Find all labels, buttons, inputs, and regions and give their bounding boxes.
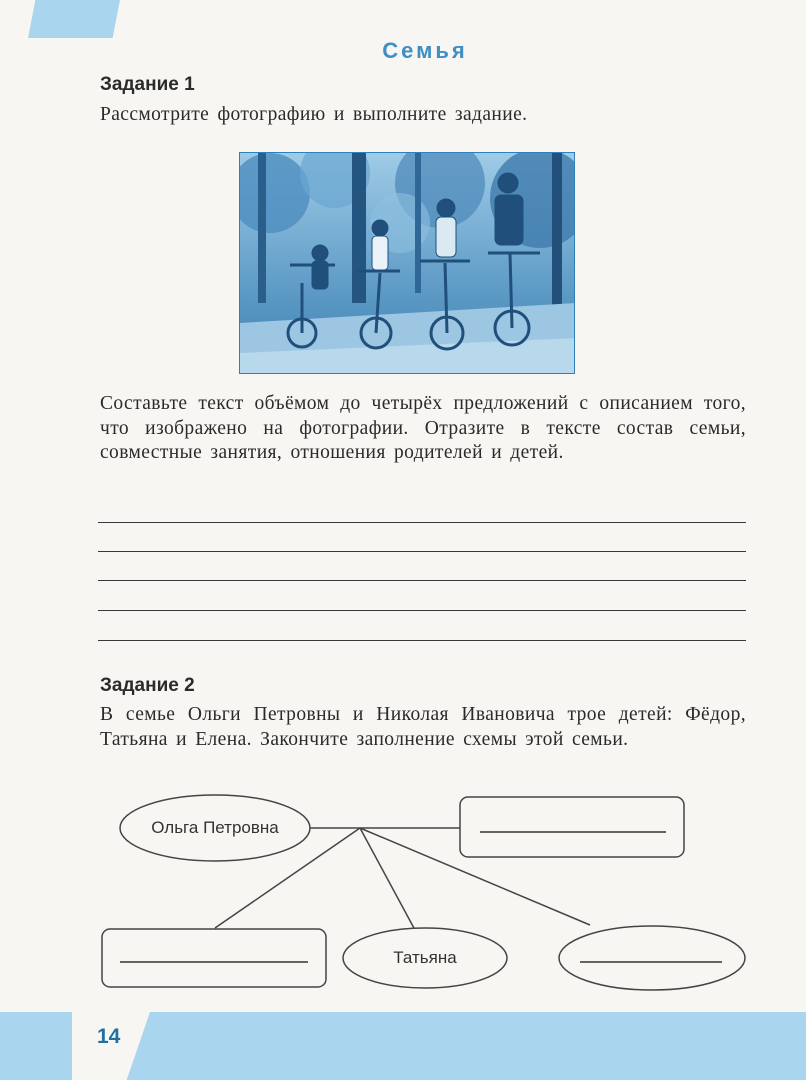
task1-instruction: Рассмотрите фотографию и выполните задание. [100,104,528,125]
page-number: 14 [97,1025,121,1048]
task2-heading: Задание 2 [100,675,195,696]
page-title: Семья [382,38,468,63]
task2-text: В семье Ольги Петровны и Николая Ивановича трое детей: Фёдор, Татьяна и Елена. Закончите заполнение схемы этой семьи. [100,704,746,750]
connector-child-middle [360,828,415,930]
task1-heading: Задание 1 [100,74,195,95]
child-right-node [559,926,745,990]
task1-text: Составьте текст объёмом до четырёх предложений с описанием того, что изображено на фотографии. Отразите в тексте состав семьи, совместные занятия, отношения родителей и детей. [100,393,746,463]
father-node [460,797,684,857]
mother-name: Ольга Петровна [151,818,279,837]
child-left-node [102,929,326,987]
child-middle-name: Татьяна [393,948,457,967]
